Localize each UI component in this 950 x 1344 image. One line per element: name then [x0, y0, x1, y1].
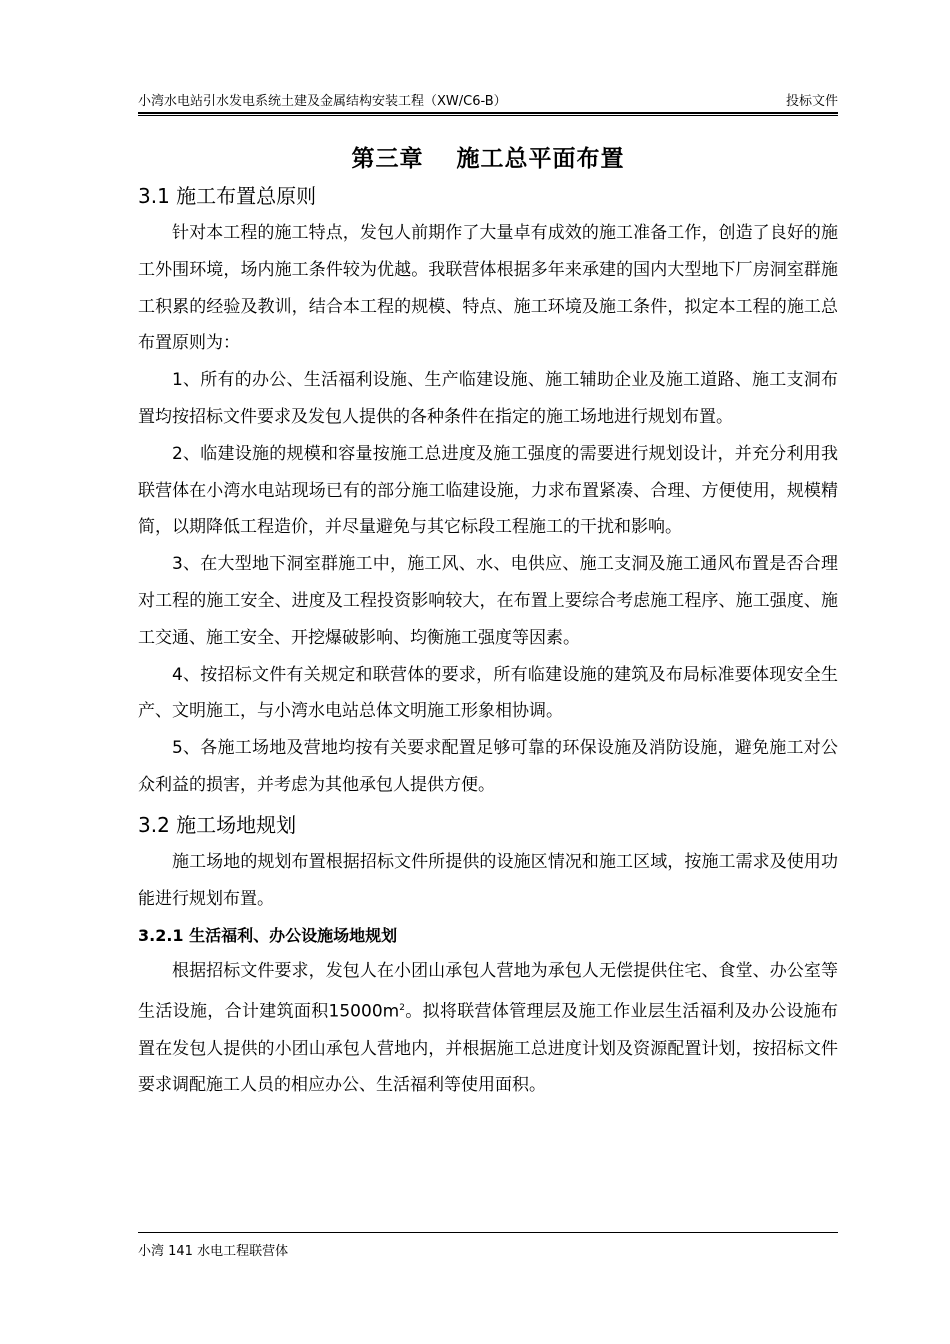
chapter-title: 第三章 施工总平面布置 — [351, 146, 625, 172]
section-heading-3-1: 3.1 施工布置总原则 — [138, 184, 317, 208]
page-footer: 小湾 141 水电工程联营体 — [138, 1244, 289, 1259]
section-3-2-1-text-before: 根据招标文件要求，发包人在小团山承包人营地为承包人无偿提供住宅、食堂、办公室等生活设施，合计建筑面积15000m — [138, 961, 838, 1022]
principle-item-5: 5、各施工场地及营地均按有关要求配置足够可靠的环保设施及消防设施，避免施工对公众利益的损害，并考虑为其他承包人提供方便。 — [138, 738, 838, 795]
header-doc-type: 投标文件 — [785, 94, 838, 109]
header-rule-thin — [138, 115, 838, 116]
header-project-title: 小湾水电站引水发电系统土建及金属结构安装工程（XW/C6-B） — [138, 94, 507, 109]
section-3-2-1-text — [138, 953, 838, 1104]
header-rule — [138, 112, 838, 114]
section-3-1-intro: 针对本工程的施工特点，发包人前期作了大量卓有成效的施工准备工作，创造了良好的施工外围环境，场内施工条件较为优越。我联营体根据多年来承建的国内大型地下厂房洞室群施工积累的经验及教训，结合本工程的规模、特点、施工环境及施工条件，拟定本工程的施工总布置原则为： — [138, 223, 838, 354]
principle-item-2: 2、临建设施的规模和容量按施工总进度及施工强度的需要进行规划设计，并充分利用我联营体在小湾水电站现场已有的部分施工临建设施，力求布置紧凑、合理、方便使用，规模精简，以期降低工程造价，并尽量避免与其它标段工程施工的干扰和影响。 — [138, 443, 838, 538]
section-heading-3-2: 3.2 施工场地规划 — [138, 812, 297, 837]
section-3-2-intro: 施工场地的规划布置根据招标文件所提供的设施区情况和施工区域，按施工需求及使用功能进行规划布置。 — [138, 851, 838, 909]
page-header — [138, 90, 838, 112]
principle-item-3: 3、在大型地下洞室群施工中，施工风、水、电供应、施工支洞及施工通风布置是否合理对工程的施工安全、进度及工程投资影响较大，在布置上要综合考虑施工程序、施工强度、施工交通、施工安全、开挖爆破影响、均衡施工强度等因素。 — [138, 554, 838, 648]
principle-item-1: 1、所有的办公、生活福利设施、生产临建设施、施工辅助企业及施工道路、施工支洞布置均按招标文件要求及发包人提供的各种条件在指定的施工场地进行规划布置。 — [138, 370, 838, 427]
page-body — [138, 140, 838, 1104]
section-3-2-1-text-after: 。拟将联营体管理层及施工作业层生活福利及办公设施布置在发包人提供的小团山承包人营地内，并根据施工总进度计划及资源配置计划，按招标文件要求调配施工人员的相应办公、生活福利等使用面积。 — [138, 1001, 839, 1096]
area-unit-superscript: 2 — [399, 1003, 405, 1014]
principle-item-4: 4、按招标文件有关规定和联营体的要求，所有临建设施的建筑及布局标准要体现安全生产、文明施工，与小湾水电站总体文明施工形象相协调。 — [138, 664, 838, 722]
section-heading-3-2-1: 3.2.1 生活福利、办公设施场地规划 — [138, 926, 398, 946]
footer-rule — [138, 1232, 838, 1233]
